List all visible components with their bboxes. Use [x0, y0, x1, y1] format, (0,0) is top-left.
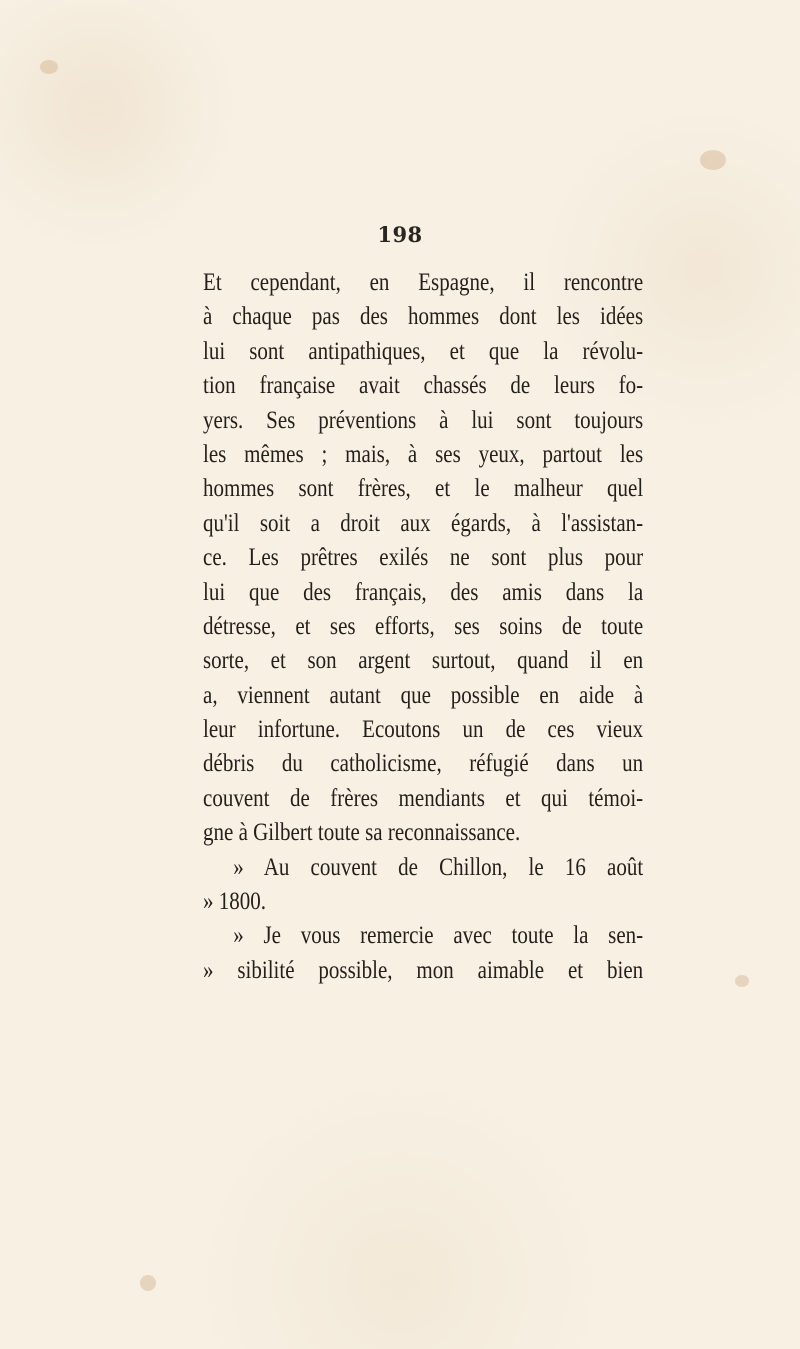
- text-line: lui sont antipathiques, et que la révolu-: [203, 337, 644, 365]
- text-line: couvent de frères mendiants et qui témoi-: [203, 784, 644, 812]
- text-line: tion française avait chassés de leurs fo-: [203, 372, 644, 400]
- text-line: leur infortune. Ecoutons un de ces vieux: [203, 716, 644, 744]
- letter-line: » sibilité possible, mon aimable et bien: [203, 956, 644, 984]
- paper-stain: [700, 150, 726, 170]
- letter-dateline: » 1800.: [203, 888, 266, 916]
- text-line: qu'il soit a droit aux égards, à l'assistan-: [203, 509, 644, 537]
- text-line: yers. Ses préventions à lui sont toujours: [203, 406, 644, 434]
- paper-stain: [40, 60, 58, 74]
- text-line: sorte, et son argent surtout, quand il en: [203, 647, 644, 675]
- text-line: ce. Les prêtres exilés ne sont plus pour: [203, 544, 644, 572]
- text-line: gne à Gilbert toute sa reconnaissance.: [203, 819, 521, 847]
- paper-stain: [140, 1275, 156, 1291]
- text-line: débris du catholicisme, réfugié dans un: [203, 750, 644, 778]
- paper-stain: [735, 975, 749, 987]
- text-line: détresse, et ses efforts, ses soins de toute: [203, 612, 644, 640]
- letter-dateline: » Au couvent de Chillon, le 16 août: [233, 853, 644, 881]
- text-line: hommes sont frères, et le malheur quel: [203, 475, 644, 503]
- text-line: Et cependant, en Espagne, il rencontre: [203, 269, 644, 296]
- text-line: lui que des français, des amis dans la: [203, 578, 644, 606]
- body-text: [203, 266, 643, 988]
- text-line: à chaque pas des hommes dont les idées: [203, 303, 644, 331]
- text-line: les mêmes ; mais, à ses yeux, partout les: [203, 440, 644, 468]
- page-number: 198: [377, 222, 423, 247]
- text-line: a, viennent autant que possible en aide à: [203, 681, 644, 709]
- letter-line: » Je vous remercie avec toute la sen-: [233, 922, 644, 950]
